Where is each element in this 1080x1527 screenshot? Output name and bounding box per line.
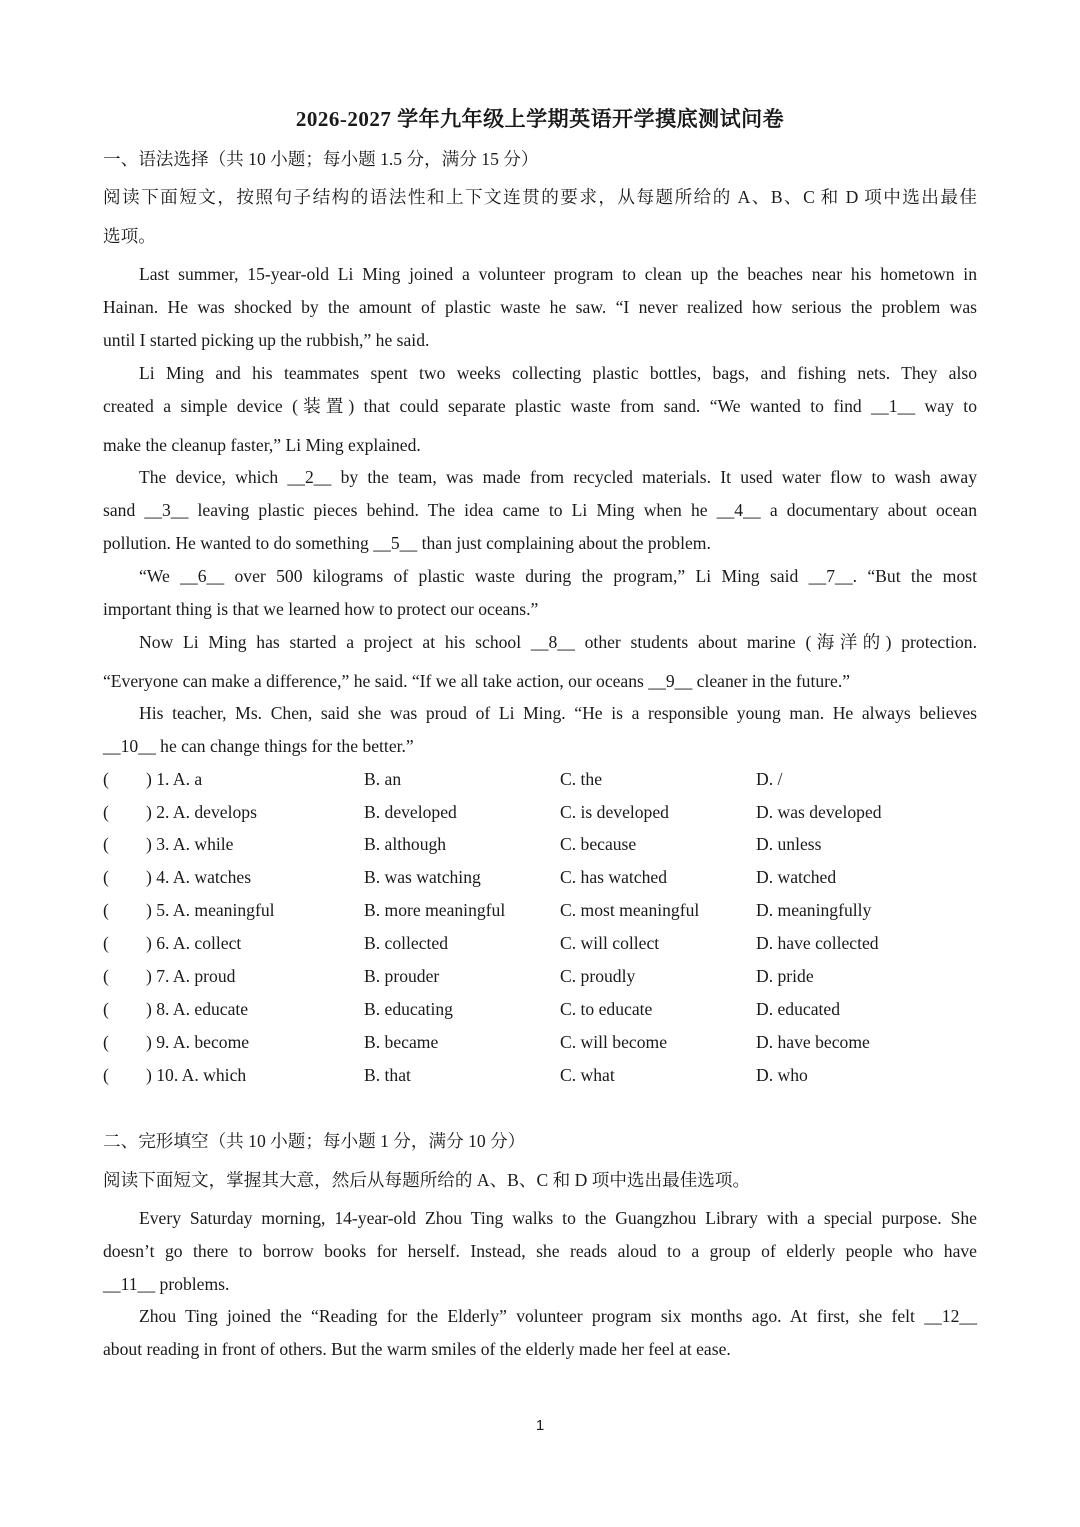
passage-line: __10__ he can change things for the better.”: [103, 736, 414, 756]
option-a: ) 7. A. proud: [146, 966, 236, 986]
option-c: C. will collect: [560, 933, 660, 953]
option-d: D. was developed: [756, 802, 882, 822]
passage-line: The device, which __2__ by the team, was made from recycled materials. It used water flow to wash away: [139, 467, 977, 487]
option-b: B. became: [364, 1032, 439, 1052]
option-c: C. proudly: [560, 966, 636, 986]
section1-instruction-line: 选项。: [103, 226, 156, 246]
option-c: C. has watched: [560, 867, 667, 887]
option-b: B. educating: [364, 999, 453, 1019]
section2-heading: 二、完形填空（共 10 小题；每小题 1 分，满分 10 分）: [103, 1131, 526, 1151]
answer-blank[interactable]: (: [103, 867, 109, 887]
option-b: B. that: [364, 1065, 411, 1085]
passage-line: Last summer, 15-year-old Li Ming joined a volunteer program to clean up the beaches near his hometown in: [139, 264, 977, 284]
page-number: 1: [535, 1417, 545, 1434]
passage-line: doesn’t go there to borrow books for herself. Instead, she reads aloud to a group of elderly people who have: [103, 1241, 977, 1261]
option-a: ) 5. A. meaningful: [146, 900, 275, 920]
passage-line: important thing is that we learned how to protect our oceans.”: [103, 599, 539, 619]
option-c: C. the: [560, 769, 603, 789]
option-d: D. unless: [756, 834, 822, 854]
option-c: C. because: [560, 834, 637, 854]
passage-line: His teacher, Ms. Chen, said she was proud of Li Ming. “He is a responsible young man. He always believes: [139, 703, 977, 723]
option-d: D. pride: [756, 966, 814, 986]
option-c: C. most meaningful: [560, 900, 700, 920]
option-d: D. watched: [756, 867, 837, 887]
option-b: B. more meaningful: [364, 900, 506, 920]
passage-line: sand __3__ leaving plastic pieces behind. The idea came to Li Ming when he __4__ a documentary about ocean: [103, 500, 977, 520]
answer-blank[interactable]: (: [103, 1032, 109, 1052]
option-c: C. will become: [560, 1032, 668, 1052]
option-b: B. developed: [364, 802, 457, 822]
option-a: ) 10. A. which: [146, 1065, 247, 1085]
passage-line: “We __6__ over 500 kilograms of plastic waste during the program,” Li Ming said __7__. “But the most: [139, 566, 977, 586]
passage-line: Li Ming and his teammates spent two weeks collecting plastic bottles, bags, and fishing nets. They also: [139, 363, 977, 383]
section1-instruction-line: 阅读下面短文，按照句子结构的语法性和上下文连贯的要求，从每题所给的 A、B、C 和 D 项中选出最佳: [103, 187, 977, 207]
passage-line: until I started picking up the rubbish,” he said.: [103, 330, 430, 350]
option-a: ) 3. A. while: [146, 834, 234, 854]
option-c: C. what: [560, 1065, 615, 1085]
option-a: ) 2. A. develops: [146, 802, 257, 822]
passage-line: Every Saturday morning, 14-year-old Zhou Ting walks to the Guangzhou Library with a special purpose. She: [139, 1208, 977, 1228]
answer-blank[interactable]: (: [103, 933, 109, 953]
answer-blank[interactable]: (: [103, 802, 109, 822]
option-a: ) 1. A. a: [146, 769, 203, 789]
option-d: D. educated: [756, 999, 841, 1019]
option-d: D. have become: [756, 1032, 870, 1052]
option-b: B. collected: [364, 933, 449, 953]
passage-line: Hainan. He was shocked by the amount of plastic waste he saw. “I never realized how serious the problem was: [103, 297, 977, 317]
exam-title: 2026-2027 学年九年级上学期英语开学摸底测试问卷: [295, 107, 785, 131]
option-a: ) 9. A. become: [146, 1032, 250, 1052]
option-b: B. an: [364, 769, 402, 789]
passage-line: __11__ problems.: [103, 1274, 230, 1294]
passage-line: Zhou Ting joined the “Reading for the Elderly” volunteer program six months ago. At first, she felt __12__: [139, 1306, 977, 1326]
passage-line: about reading in front of others. But the warm smiles of the elderly made her feel at ease.: [103, 1339, 731, 1359]
option-a: ) 6. A. collect: [146, 933, 242, 953]
option-d: D. have collected: [756, 933, 879, 953]
option-b: B. was watching: [364, 867, 481, 887]
answer-blank[interactable]: (: [103, 966, 109, 986]
option-b: B. prouder: [364, 966, 440, 986]
section2-instruction: 阅读下面短文，掌握其大意，然后从每题所给的 A、B、C 和 D 项中选出最佳选项。: [103, 1170, 751, 1190]
option-d: D. meaningfully: [756, 900, 872, 920]
option-c: C. is developed: [560, 802, 669, 822]
passage-line: “Everyone can make a difference,” he said. “If we all take action, our oceans __9__ cleaner in the future.”: [103, 671, 851, 691]
answer-blank[interactable]: (: [103, 999, 109, 1019]
answer-blank[interactable]: (: [103, 769, 109, 789]
option-a: ) 4. A. watches: [146, 867, 252, 887]
answer-blank[interactable]: (: [103, 1065, 109, 1085]
option-c: C. to educate: [560, 999, 653, 1019]
passage-line: make the cleanup faster,” Li Ming explained.: [103, 435, 421, 455]
option-a: ) 8. A. educate: [146, 999, 249, 1019]
passage-line: created a simple device (装置) that could separate plastic waste from sand. “We wanted to find __1__ way to: [103, 396, 977, 416]
answer-blank[interactable]: (: [103, 834, 109, 854]
section1-heading: 一、语法选择（共 10 小题；每小题 1.5 分，满分 15 分）: [103, 149, 539, 169]
passage-line: Now Li Ming has started a project at his school __8__ other students about marine (海洋的) protection.: [139, 632, 977, 652]
passage-line: pollution. He wanted to do something __5__ than just complaining about the problem.: [103, 533, 711, 553]
option-d: D. who: [756, 1065, 808, 1085]
answer-blank[interactable]: (: [103, 900, 109, 920]
option-b: B. although: [364, 834, 447, 854]
option-d: D. /: [756, 769, 783, 789]
